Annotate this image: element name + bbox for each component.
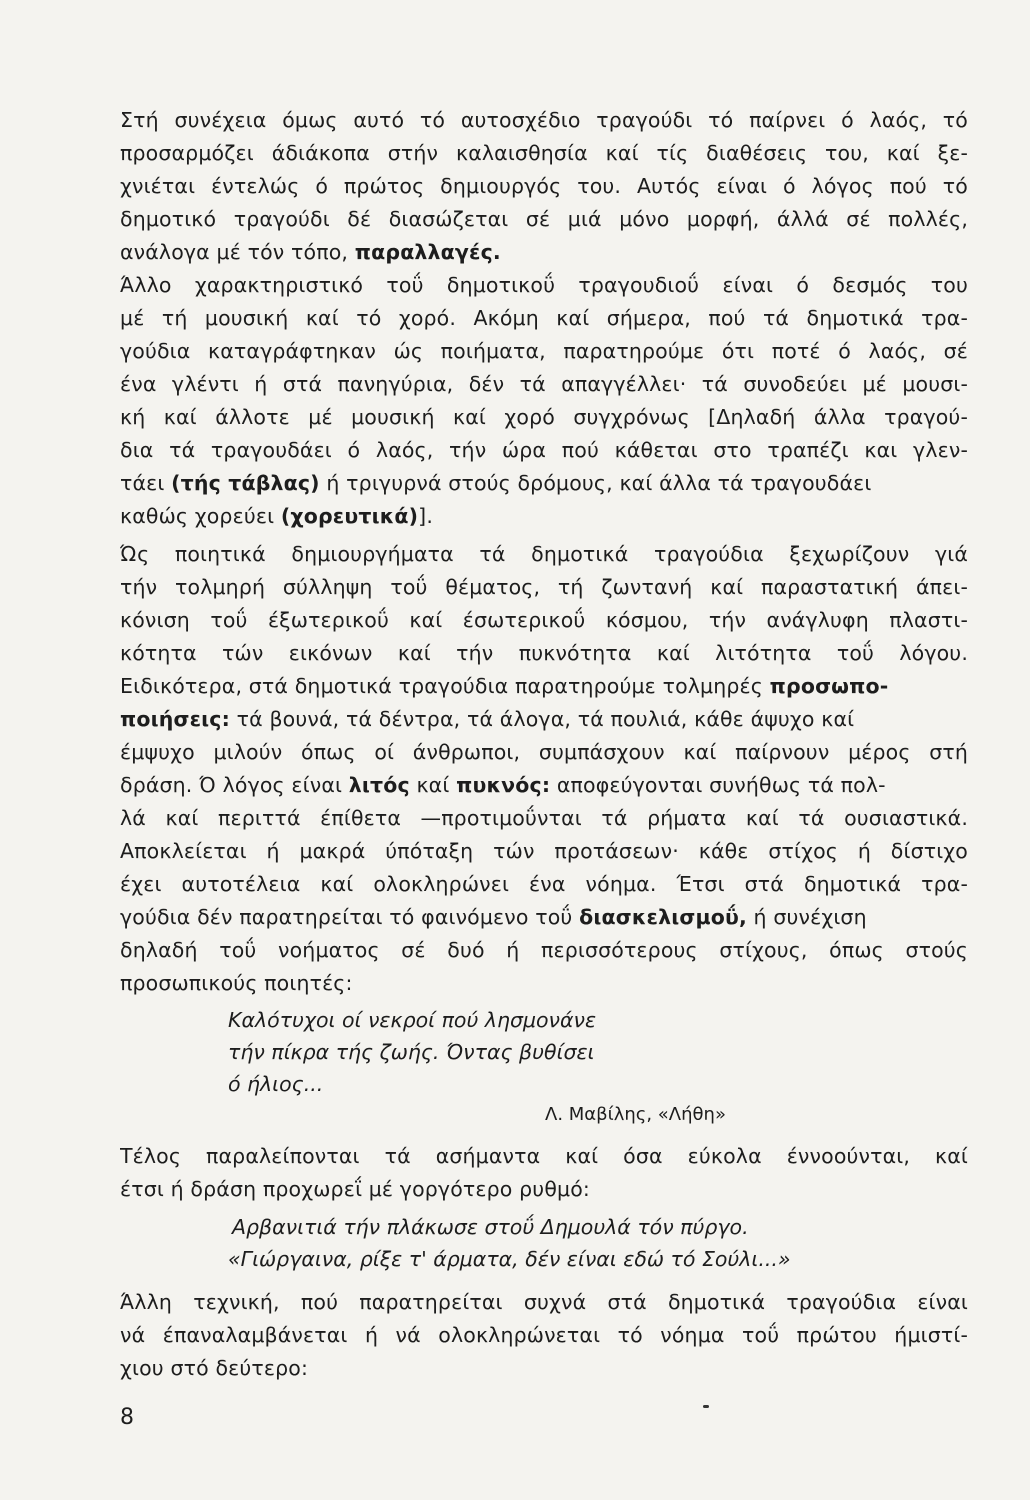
text-line: δημοτικό τραγούδι δέ διασώζεται σέ μιά μόνο μορφή, άλλά σέ πολλές, — [120, 207, 968, 231]
text-line — [120, 500, 968, 533]
text-line — [120, 901, 968, 934]
term-litos: λιτός — [348, 773, 410, 797]
text-segment: Ειδικότερα, στά δημοτικά τραγούδια παρατηρούμε τολμηρές — [120, 674, 770, 698]
text-line: λά καί περιττά έπίθετα —προτιμοΰνται τά ρήματα καί τά ουσιαστικά. — [120, 806, 968, 830]
poem-line: Αρβανιτιά τήν πλάκωσε στοΰ Δημουλά τόν πύργο. — [232, 1215, 749, 1239]
text-line: χνιέται έντελώς ό πρώτος δημιουργός του. Αυτός είναι ό λόγος πού τό — [120, 174, 968, 198]
text-line: προσαρμόζει άδιάκοπα στήν καλαισθησία καί τίς διαθέσεις του, καί ξε- — [120, 141, 968, 165]
text-line — [120, 769, 968, 802]
text-segment: δράση. Ό λόγος είναι — [120, 773, 349, 797]
text-line: δηλαδή τοΰ νοήματος σέ δυό ή περισσότερους στίχους, όπως στούς — [120, 938, 968, 962]
term-prosopopoiiseis: ποιήσεις: — [120, 707, 230, 731]
term-diaskelismou: διασκελισμοΰ, — [579, 905, 747, 929]
text-segment: τά βουνά, τά δέντρα, τά άλογα, τά πουλιά, κάθε άψυχο καί — [229, 707, 855, 731]
text-segment: ή συνέχιση — [746, 905, 867, 929]
term-paralages: παραλλαγές. — [354, 240, 501, 264]
text-segment: καθώς χορεύει — [120, 504, 281, 528]
text-segment: ]. — [418, 504, 433, 528]
page-number: 8 — [120, 1405, 134, 1430]
text-line: κόνιση τοΰ έξωτερικοΰ καί έσωτερικοΰ κόσμου, τήν ανάγλυφη πλαστι- — [120, 608, 968, 632]
term-choreftika: (χορευτικά) — [280, 504, 419, 528]
text-segment: αποφεύγονται συνήθως τά πολ- — [550, 773, 886, 797]
poem-line: ό ήλιος... — [228, 1072, 324, 1096]
text-line: Στή συνέχεια όμως αυτό τό αυτοσχέδιο τραγούδι τό παίρνει ό λαός, τό — [120, 108, 968, 132]
text-line — [120, 670, 968, 703]
text-line: έτσι ή δράση προχωρεΐ μέ γοργότερο ρυθμό: — [120, 1177, 590, 1201]
text-line: κή καί άλλοτε μέ μουσική καί χορό συγχρόνως [Δηλαδή άλλα τραγού- — [120, 405, 968, 429]
text-segment: ανάλογα μέ τόν τόπο, — [120, 240, 355, 264]
text-line — [120, 703, 968, 736]
text-line: χιου στό δεύτερο: — [120, 1356, 309, 1380]
text-line: έμψυχο μιλούν όπως οί άνθρωποι, συμπάσχουν καί παίρνουν μέρος στή — [120, 740, 968, 764]
text-line: δια τά τραγουδάει ό λαός, τήν ώρα πού κάθεται στο τραπέζι και γλεν- — [120, 438, 968, 462]
text-line: Άλλο χαρακτηριστικό τοΰ δημοτικοΰ τραγουδιοΰ είναι ό δεσμός του — [120, 273, 968, 297]
text-segment: γούδια δέν παρατηρείται τό φαινόμενο τοΰ — [120, 905, 580, 929]
ink-speck — [703, 1405, 709, 1408]
text-line: ένα γλέντι ή στά πανηγύρια, δέν τά απαγγέλλει· τά συνοδεύει μέ μουσι- — [120, 372, 968, 396]
term-pyknos: πυκνός: — [456, 773, 551, 797]
text-line — [120, 467, 968, 500]
term-tis-tavlas: (τής τάβλας) — [171, 471, 320, 495]
text-line: Τέλος παραλείπονται τά ασήμαντα καί όσα εύκολα έννοούνται, καί — [120, 1144, 968, 1168]
text-line: τήν τολμηρή σύλληψη τοΰ θέματος, τή ζωντανή καί παραστατική άπει- — [120, 575, 968, 599]
text-line: κότητα τών εικόνων καί τήν πυκνότητα καί λιτότητα τοΰ λόγου. — [120, 641, 968, 665]
text-line: Άλλη τεχνική, πού παρατηρείται συχνά στά δημοτικά τραγούδια είναι — [120, 1290, 968, 1314]
text-segment: τάει — [120, 471, 172, 495]
poem-line: Καλότυχοι οί νεκροί πού λησμονάνε — [228, 1008, 597, 1032]
text-line: γούδια καταγράφτηκαν ώς ποιήματα, παρατηρούμε ότι ποτέ ό λαός, σέ — [120, 339, 968, 363]
text-line: έχει αυτοτέλεια καί ολοκληρώνει ένα νόημα. Έτσι στά δημοτικά τρα- — [120, 872, 968, 896]
text-segment: ή τριγυρνά στούς δρόμους, καί άλλα τά τραγουδάει — [319, 471, 872, 495]
poem-line: «Γιώργαινα, ρίξε τ' άρματα, δέν είναι εδώ τό Σούλι...» — [228, 1247, 791, 1271]
text-line: μέ τή μουσική καί τό χορό. Ακόμη καί σήμερα, πού τά δημοτικά τρα- — [120, 306, 968, 330]
text-line: νά έπαναλαμβάνεται ή νά ολοκληρώνεται τό νόημα τοΰ πρώτου ήμιστί- — [120, 1323, 968, 1347]
text-line — [120, 236, 968, 269]
text-line: προσωπικούς ποιητές: — [120, 971, 353, 995]
text-line: Αποκλείεται ή μακρά ύπόταξη τών προτάσεων· κάθε στίχος ή δίστιχο — [120, 839, 968, 863]
term-prosopopoiiseis: προσωπο- — [769, 674, 889, 698]
text-segment: καί — [409, 773, 457, 797]
text-line: Ώς ποιητικά δημιουργήματα τά δημοτικά τραγούδια ξεχωρίζουν γιά — [120, 542, 968, 566]
poem-line: τήν πίκρα τής ζωής. Όντας βυθίσει — [228, 1040, 595, 1064]
quote-attribution: Λ. Μαβίλης, «Λήθη» — [545, 1104, 726, 1125]
